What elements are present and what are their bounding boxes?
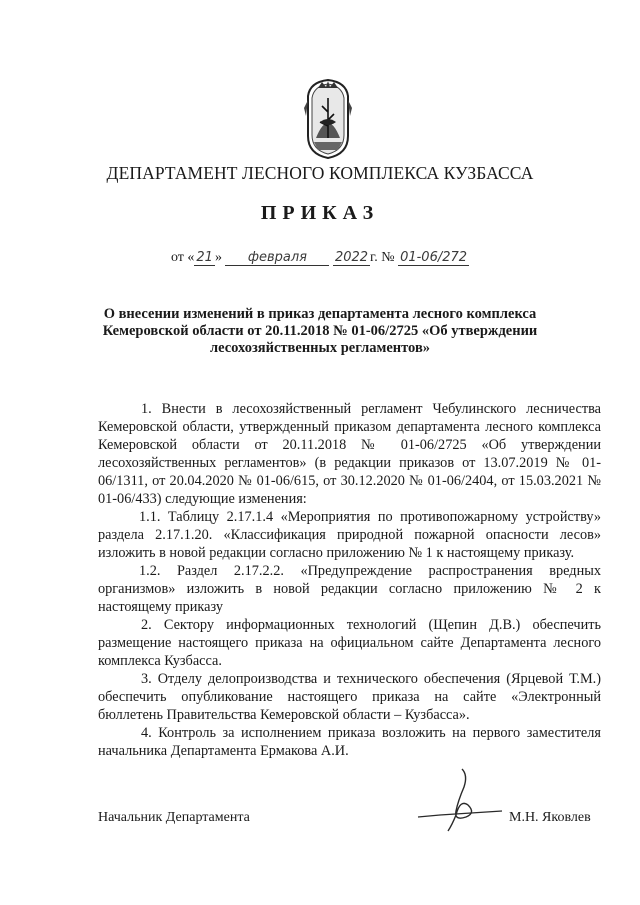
date-year: 2022 xyxy=(334,250,369,265)
date-mid: » xyxy=(214,250,222,265)
handwritten-signature-icon xyxy=(410,765,510,835)
date-day: 21 xyxy=(196,250,213,265)
coat-of-arms-icon xyxy=(298,78,358,160)
paragraph-1: 1. Внести в лесохозяйственный регламент Чебулинского лесничества Кемеровской области, утвержденный приказом департамента лесного комплекса Кемеровской области от 20.11.2018 № 01-06/2725 «Об утверждении лесохозяйственных регламентов» (в редакции приказов от 13.07.2019 № 01-06/1311, от 20.04.2020 № 01-06/615, от 30.12.2020 № 01-06/2404, от 15.03.2021 № 01-06/433) следующие изменения: xyxy=(98,401,601,507)
date-month: февраля xyxy=(225,251,329,266)
document-number: 01-06/272 xyxy=(400,250,468,265)
paragraph-3: 3. Отделу делопроизводства и технического обеспечения (Ярцевой Т.М.) обеспечить опубликование настоящего приказа на сайте «Электронный бюллетень Правительства Кемеровской области – Кузбасса». xyxy=(98,671,601,723)
paragraph-1-1: 1.1. Таблицу 2.17.1.4 «Мероприятия по противопожарному устройству» раздела 2.17.1.20. «Классификация природной пожарной опасности лесов» изложить в новой редакции согласно приложению № 1 к настоящему приказу. xyxy=(98,509,601,561)
date-year-suffix: г. № xyxy=(370,250,395,265)
document-body xyxy=(98,400,601,760)
document-type-title: ПРИКАЗ xyxy=(260,202,380,224)
paragraph-1-2: 1.2. Раздел 2.17.2.2. «Предупреждение распространения вредных организмов» изложить в новой редакции согласно приложению № 2 к настоящему приказу xyxy=(98,563,601,615)
signatory-role: Начальник Департамента xyxy=(98,810,250,825)
document-subject: О внесении изменений в приказ департамента лесного комплекса Кемеровской области от 20.11.2018 № 01-06/2725 «Об утверждении лесохозяйственных регламентов» xyxy=(102,306,538,356)
date-prefix: от « xyxy=(170,250,195,265)
signatory-name: М.Н. Яковлев xyxy=(509,810,591,825)
paragraph-4: 4. Контроль за исполнением приказа возложить на первого заместителя начальника Департамента Ермакова А.И. xyxy=(98,725,601,759)
date-number-line xyxy=(0,250,640,266)
department-name: ДЕПАРТАМЕНТ ЛЕСНОГО КОМПЛЕКСА КУЗБАССА xyxy=(106,163,534,183)
paragraph-2: 2. Сектору информационных технологий (Щепин Д.В.) обеспечить размещение настоящего приказа на официальном сайте Департамента лесного комплекса Кузбасса. xyxy=(98,617,601,669)
